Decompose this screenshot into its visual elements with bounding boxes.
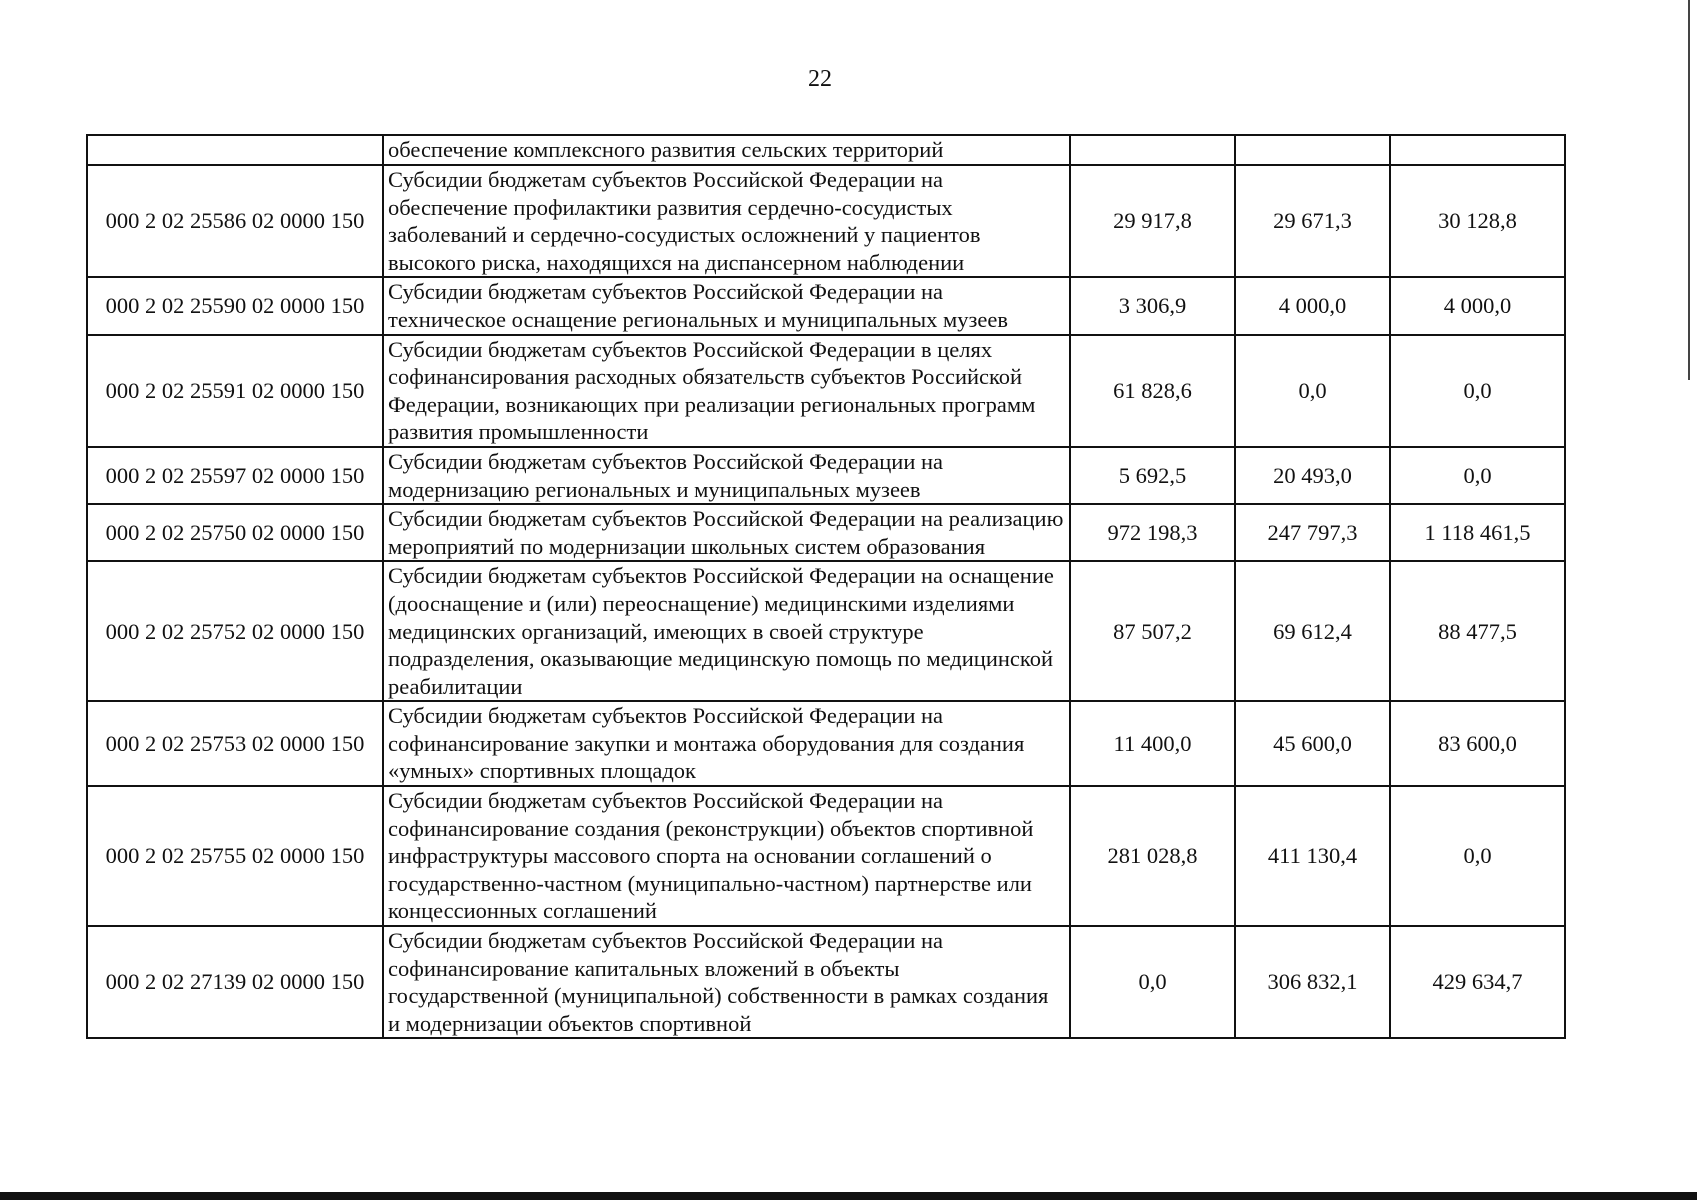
- page-number: 22: [808, 66, 832, 92]
- budget-code: [87, 135, 383, 165]
- value-col-3: 429 634,7: [1390, 926, 1565, 1038]
- value-col-3: 83 600,0: [1390, 701, 1565, 786]
- budget-code: 000 2 02 25750 02 0000 150: [87, 504, 383, 561]
- value-col-3: 0,0: [1390, 786, 1565, 926]
- table-row: [87, 926, 1565, 1038]
- value-col-3: [1390, 135, 1565, 165]
- budget-code: 000 2 02 25753 02 0000 150: [87, 701, 383, 786]
- value-col-1: 29 917,8: [1070, 165, 1235, 277]
- row-description: Субсидии бюджетам субъектов Российской Федерации на техническое оснащение региональных и муниципальных музеев: [383, 277, 1070, 334]
- value-col-2: 0,0: [1235, 335, 1390, 447]
- table-row: [87, 277, 1565, 334]
- table-row: [87, 447, 1565, 504]
- value-col-3: 0,0: [1390, 335, 1565, 447]
- bottom-scan-edge: [0, 1192, 1697, 1200]
- value-col-2: 20 493,0: [1235, 447, 1390, 504]
- value-col-3: 1 118 461,5: [1390, 504, 1565, 561]
- value-col-2: 247 797,3: [1235, 504, 1390, 561]
- value-col-1: 0,0: [1070, 926, 1235, 1038]
- row-description: обеспечение комплексного развития сельских территорий: [383, 135, 1070, 165]
- value-col-1: 11 400,0: [1070, 701, 1235, 786]
- budget-table: [86, 134, 1566, 1039]
- table-row: [87, 504, 1565, 561]
- row-description: Субсидии бюджетам субъектов Российской Федерации на реализацию мероприятий по модернизации школьных систем образования: [383, 504, 1070, 561]
- right-scan-edge: [1688, 0, 1690, 380]
- budget-code: 000 2 02 25755 02 0000 150: [87, 786, 383, 926]
- value-col-3: 30 128,8: [1390, 165, 1565, 277]
- value-col-3: 88 477,5: [1390, 561, 1565, 701]
- value-col-2: 411 130,4: [1235, 786, 1390, 926]
- value-col-2: 306 832,1: [1235, 926, 1390, 1038]
- value-col-2: [1235, 135, 1390, 165]
- value-col-3: 0,0: [1390, 447, 1565, 504]
- table-row: [87, 786, 1565, 926]
- table-row: [87, 701, 1565, 786]
- value-col-2: 29 671,3: [1235, 165, 1390, 277]
- value-col-2: 45 600,0: [1235, 701, 1390, 786]
- table-row: [87, 561, 1565, 701]
- row-description: Субсидии бюджетам субъектов Российской Федерации на софинансирование создания (реконструкции) объектов спортивной инфраструктуры массового спорта на основании соглашений о государственно-частном (муниципально-частном) партнерстве или концессионных соглашений: [383, 786, 1070, 926]
- value-col-2: 4 000,0: [1235, 277, 1390, 334]
- value-col-1: 5 692,5: [1070, 447, 1235, 504]
- value-col-1: [1070, 135, 1235, 165]
- budget-code: 000 2 02 27139 02 0000 150: [87, 926, 383, 1038]
- value-col-3: 4 000,0: [1390, 277, 1565, 334]
- budget-code: 000 2 02 25590 02 0000 150: [87, 277, 383, 334]
- table-row: [87, 335, 1565, 447]
- table-row: [87, 165, 1565, 277]
- budget-code: 000 2 02 25586 02 0000 150: [87, 165, 383, 277]
- value-col-1: 87 507,2: [1070, 561, 1235, 701]
- row-description: Субсидии бюджетам субъектов Российской Федерации в целях софинансирования расходных обязательств субъектов Российской Федерации, возникающих при реализации региональных программ развития промышленности: [383, 335, 1070, 447]
- value-col-1: 3 306,9: [1070, 277, 1235, 334]
- row-description: Субсидии бюджетам субъектов Российской Федерации на оснащение (дооснащение и (или) переоснащение) медицинскими изделиями медицинских организаций, имеющих в своей структуре подразделения, оказывающие медицинскую помощь по медицинской реабилитации: [383, 561, 1070, 701]
- budget-code: 000 2 02 25591 02 0000 150: [87, 335, 383, 447]
- row-description: Субсидии бюджетам субъектов Российской Федерации на модернизацию региональных и муниципальных музеев: [383, 447, 1070, 504]
- table-row-continuation: [87, 135, 1565, 165]
- value-col-2: 69 612,4: [1235, 561, 1390, 701]
- value-col-1: 972 198,3: [1070, 504, 1235, 561]
- row-description: Субсидии бюджетам субъектов Российской Федерации на обеспечение профилактики развития сердечно-сосудистых заболеваний и сердечно-сосудистых осложнений у пациентов высокого риска, находящихся на диспансерном наблюдении: [383, 165, 1070, 277]
- value-col-1: 61 828,6: [1070, 335, 1235, 447]
- value-col-1: 281 028,8: [1070, 786, 1235, 926]
- row-description: Субсидии бюджетам субъектов Российской Федерации на софинансирование закупки и монтажа оборудования для создания «умных» спортивных площадок: [383, 701, 1070, 786]
- budget-code: 000 2 02 25597 02 0000 150: [87, 447, 383, 504]
- budget-code: 000 2 02 25752 02 0000 150: [87, 561, 383, 701]
- row-description: Субсидии бюджетам субъектов Российской Федерации на софинансирование капитальных вложений в объекты государственной (муниципальной) собственности в рамках создания и модернизации объектов спортивной: [383, 926, 1070, 1038]
